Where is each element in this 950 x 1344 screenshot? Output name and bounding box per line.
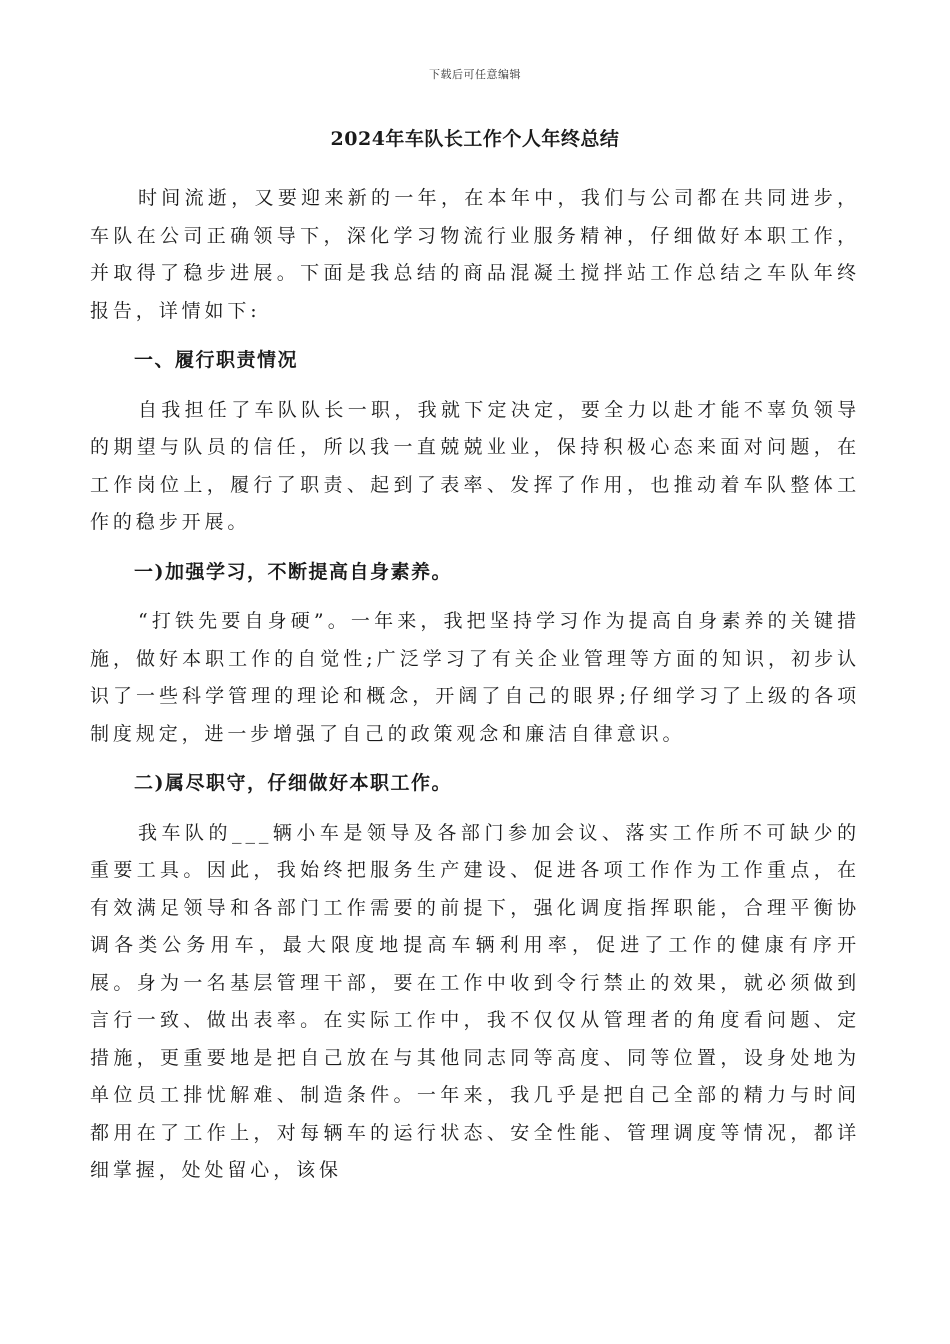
subsection-1-paragraph: “打铁先要自身硬”。一年来，我把坚持学习作为提高自身素养的关键措施，做好本职工作的自觉性;广泛学习了有关企业管理等方面的知识，初步认识了一些科学管理的理论和概念，开阔了自己的眼界;仔细学习了上级的各项制度规定，进一步增强了自己的政策观念和廉洁自律意识。 (90, 610, 860, 745)
document-title: 2024年车队长工作个人年终总结 (330, 128, 620, 150)
document-body (90, 180, 860, 1190)
section-1-paragraph: 自我担任了车队队长一职，我就下定决定，要全力以赴才能不辜负领导的期望与队员的信任，所以我一直兢兢业业，保持积极心态来面对问题，在工作岗位上，履行了职责、起到了表率、发挥了作用，也推动着车队整体工作的稳步开展。 (90, 398, 860, 533)
subsection-1-heading: 一)加强学习，不断提高自身素养。 (134, 560, 452, 583)
intro-paragraph: 时间流逝，又要迎来新的一年，在本年中，我们与公司都在共同进步，车队在公司正确领导下，深化学习物流行业服务精神，仔细做好本职工作，并取得了稳步进展。下面是我总结的商品混凝土搅拌站工作总结之车队年终报告，详情如下: (90, 187, 860, 322)
header-note: 下载后可任意编辑 (429, 68, 521, 81)
section-1-heading: 一、履行职责情况 (134, 349, 299, 371)
subsection-2-heading: 二)属尽职守，仔细做好本职工作。 (134, 772, 452, 794)
subsection-2-paragraph: 我车队的___辆小车是领导及各部门参加会议、落实工作所不可缺少的重要工具。因此，我始终把服务生产建设、促进各项工作作为工作重点，在有效满足领导和各部门工作需要的前提下，强化调度指挥职能，合理平衡协调各类公务用车，最大限度地提高车辆利用率，促进了工作的健康有序开展。身为一名基层管理干部，要在工作中收到令行禁止的效果，就必须做到言行一致、做出表率。在实际工作中，我不仅仅从管理者的角度看问题、定措施，更重要地是把自己放在与其他同志同等高度、同等位置，设身处地为单位员工排忧解难、制造条件。一年来，我几乎是把自己全部的精力与时间都用在了工作上，对每辆车的运行状态、安全性能、管理调度等情况，都详细掌握，处处留心，该保 (90, 821, 860, 1181)
